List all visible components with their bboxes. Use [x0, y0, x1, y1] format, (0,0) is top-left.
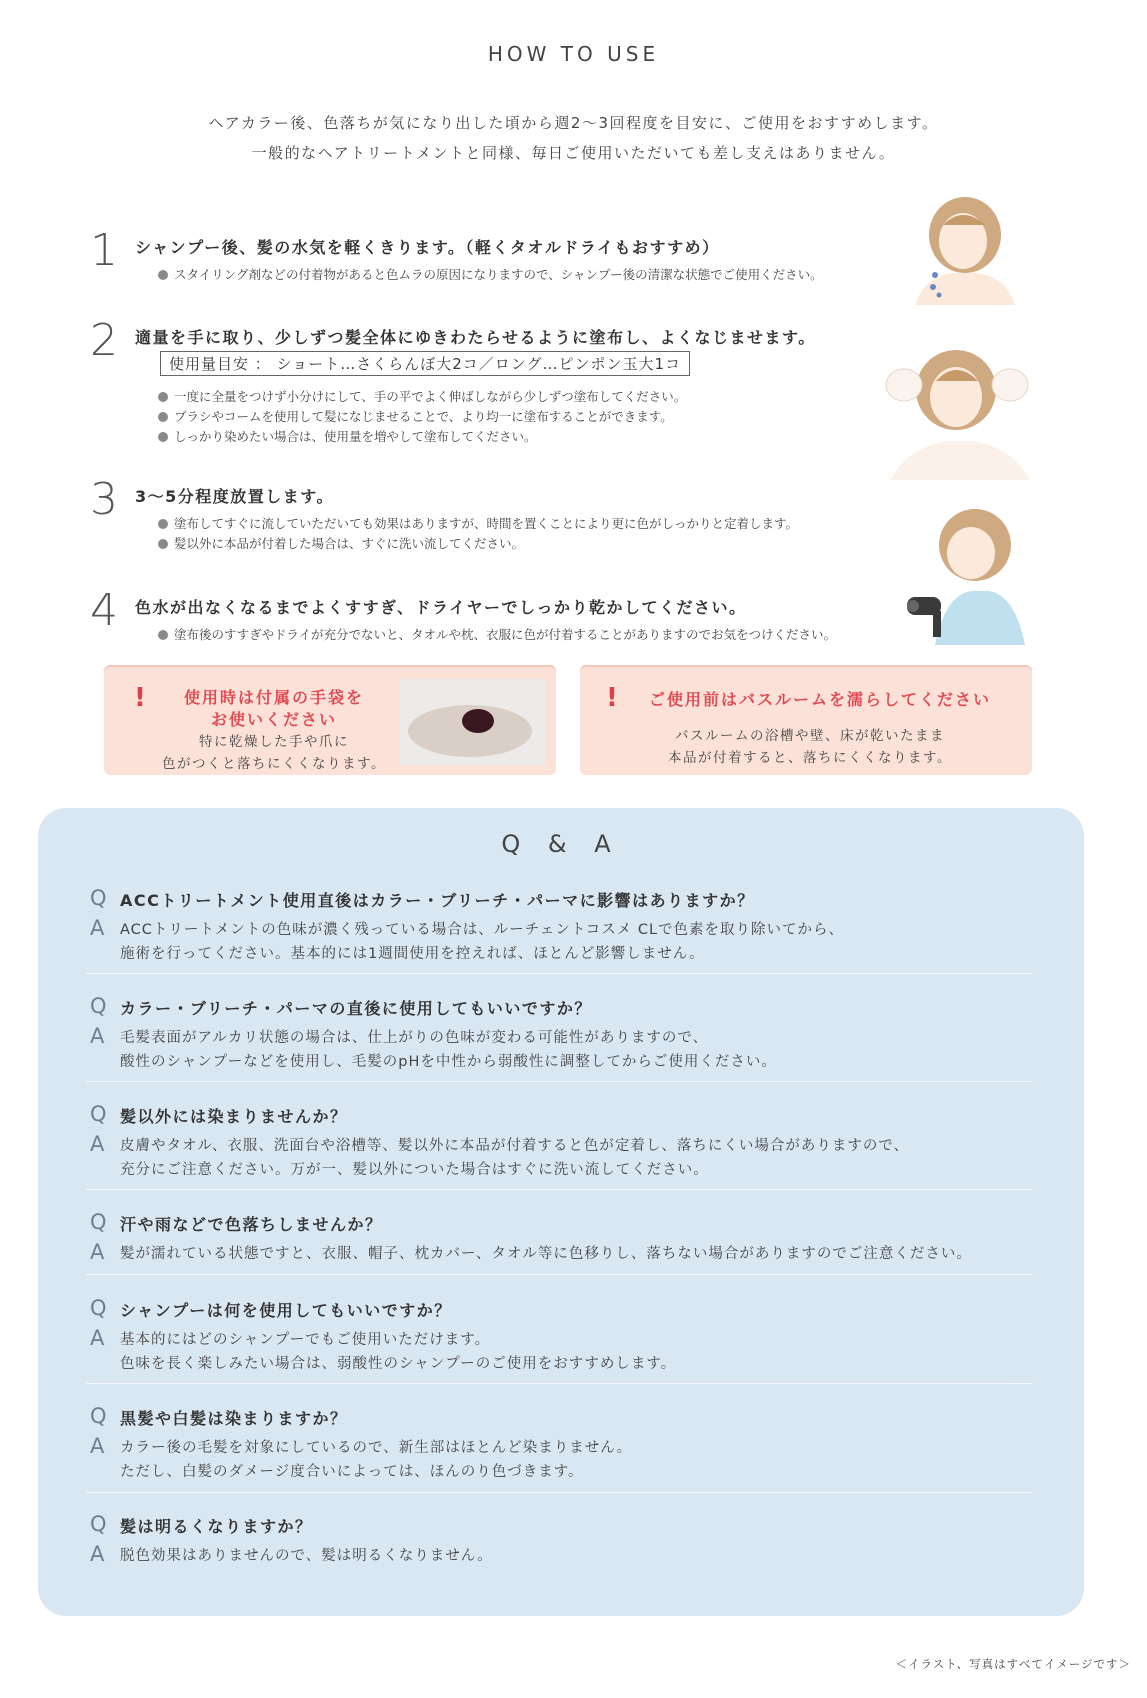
bullet-item: 一度に全量をつけず小分けにして、手の平でよく伸ばしながら少しずつ塗布してください。 — [158, 387, 686, 407]
a-mark: A — [90, 1024, 105, 1048]
step-number: 3 — [90, 474, 118, 525]
caution-body-line: 色がつくと落ちにくくなります。 — [162, 756, 386, 772]
answer-line: 脱色効果はありませんので、髪は明るくなりません。 — [120, 1548, 493, 1564]
step-number: 1 — [90, 225, 118, 276]
step-heading: シャンプー後、髪の水気を軽くきります。（軽くタオルドライもおすすめ） — [135, 238, 720, 257]
qa-item-1 — [90, 888, 1030, 966]
page-title: HOW TO USE — [487, 42, 660, 66]
q-mark: Q — [90, 1404, 107, 1428]
q-mark: Q — [90, 1296, 107, 1320]
bullet-item: 塗布後のすすぎやドライが充分でないと、タオルや枕、衣服に色が付着することがありますのでお気をつけください。 — [158, 625, 836, 645]
step-heading: 3～5分程度放置します。 — [135, 487, 334, 506]
answer — [90, 918, 1030, 966]
q-mark: Q — [90, 1210, 107, 1234]
question — [90, 888, 1030, 912]
qa-item-4 — [90, 1212, 1030, 1266]
intro-line: 一般的なヘアトリートメントと同様、毎日ご使用いただいても差し支えはありません。 — [251, 144, 896, 162]
step-bullets — [158, 514, 798, 554]
question — [90, 1104, 1030, 1128]
qa-item-2 — [90, 996, 1030, 1074]
answer-line: ただし、白髪のダメージ度合いによっては、ほんのり色づきます。 — [120, 1464, 584, 1480]
answer-line: 髪が濡れている状態ですと、衣服、帽子、枕カバー、タオル等に色移りし、落ちない場合がありますのでご注意ください。 — [120, 1246, 972, 1262]
answer-text — [120, 1544, 493, 1568]
woman-hair-dryer-illustration — [905, 505, 1035, 645]
exclamation-icon: ! — [606, 683, 618, 713]
answer-text — [120, 1328, 676, 1376]
caution-title-line: お使いください — [210, 710, 337, 729]
caution-title — [620, 689, 1020, 711]
intro-text — [0, 108, 1147, 168]
answer — [90, 1544, 1030, 1568]
a-mark: A — [90, 1434, 105, 1458]
answer-line: 酸性のシャンプーなどを使用し、毛髪のpHを中性から弱酸性に調整してからご使用ください。 — [120, 1054, 777, 1070]
answer — [90, 1134, 1030, 1182]
step-number: 4 — [90, 585, 118, 636]
question-text: シャンプーは何を使用してもいいですか？ — [120, 1301, 452, 1320]
usage-amount-note: 使用量目安 ： ショート…さくらんぼ大2コ／ロング…ピンポン玉大1コ — [160, 351, 690, 376]
bullet-item: 髪以外に本品が付着した場合は、すぐに洗い流してください。 — [158, 534, 798, 554]
gloved-hand-photo — [400, 679, 546, 765]
answer — [90, 1026, 1030, 1074]
step-bullets — [158, 265, 823, 285]
qa-item-6 — [90, 1406, 1030, 1484]
q-mark: Q — [90, 994, 107, 1018]
question-text: 黒髪や白髪は染まりますか？ — [120, 1409, 348, 1428]
intro-line: ヘアカラー後、色落ちが気になり出した頃から週2～3回程度を目安に、ご使用をおすすめします。 — [208, 114, 939, 132]
a-mark: A — [90, 1240, 105, 1264]
qa-divider — [86, 1274, 1032, 1275]
answer-text — [120, 1026, 777, 1074]
bullet-item: ブラシやコームを使用して髪になじませることで、より均一に塗布することができます。 — [158, 407, 686, 427]
question-text: 髪は明るくなりますか？ — [120, 1517, 313, 1536]
question-text: 髪以外には染まりませんか？ — [120, 1107, 348, 1126]
qa-divider — [86, 973, 1032, 974]
step-bullets — [158, 387, 686, 447]
question — [90, 1212, 1030, 1236]
bullet-item: 塗布してすぐに流していただいても効果はありますが、時間を置くことにより更に色がしっかりと定着します。 — [158, 514, 798, 534]
a-mark: A — [90, 1132, 105, 1156]
answer-line: 施術を行ってください。基本的には1週間使用を控えれば、ほとんど影響しません。 — [120, 946, 705, 962]
qa-divider — [86, 1081, 1032, 1082]
qa-item-5 — [90, 1298, 1030, 1376]
caution-body — [154, 731, 394, 775]
a-mark: A — [90, 1326, 105, 1350]
answer-line: ACCトリートメントの色味が濃く残っている場合は、ルーチェントコスメ CLで色素を取り除いてから、 — [120, 922, 845, 938]
bullet-item: しっかり染めたい場合は、使用量を増やして塗布してください。 — [158, 427, 686, 447]
question-text: ACCトリートメント使用直後はカラー・ブリーチ・パーマに影響はありますか？ — [120, 891, 755, 910]
answer-line: 充分にご注意ください。万が一、髪以外についた場合はすぐに洗い流してください。 — [120, 1162, 709, 1178]
caution-body-line: 特に乾燥した手や爪に — [199, 734, 349, 750]
answer — [90, 1242, 1030, 1266]
woman-applying-treatment-illustration — [870, 345, 1040, 480]
answer-text — [120, 1242, 972, 1266]
answer-line: 毛髪表面がアルカリ状態の場合は、仕上がりの色味が変わる可能性がありますので、 — [120, 1030, 709, 1046]
exclamation-icon: ! — [134, 683, 146, 713]
question-text: カラー・ブリーチ・パーマの直後に使用してもいいですか？ — [120, 999, 592, 1018]
qa-divider — [86, 1492, 1032, 1493]
q-mark: Q — [90, 886, 107, 910]
q-mark: Q — [90, 1512, 107, 1536]
a-mark: A — [90, 1542, 105, 1566]
caution-gloves — [104, 665, 556, 775]
caution-title — [154, 687, 394, 731]
bullet-item: スタイリング剤などの付着物があると色ムラの原因になりますので、シャンプー後の清潔な状態でご使用ください。 — [158, 265, 823, 285]
answer-text — [120, 1436, 632, 1484]
question — [90, 1298, 1030, 1322]
qa-section — [38, 808, 1084, 1616]
qa-divider — [86, 1383, 1032, 1384]
caution-wet-bathroom — [580, 665, 1032, 775]
qa-item-3 — [90, 1104, 1030, 1182]
image-disclaimer: ＜イラスト、写真はすべてイメージです＞ — [895, 1657, 1131, 1671]
woman-towel-dry-illustration — [905, 195, 1025, 305]
caution-title-line: 使用時は付属の手袋を — [183, 688, 364, 707]
answer — [90, 1436, 1030, 1484]
question — [90, 1406, 1030, 1430]
caution-title-line: ご使用前はバスルームを濡らしてください — [648, 690, 991, 709]
qa-divider — [86, 1189, 1032, 1190]
caution-body-line: バスルームの浴槽や壁、床が乾いたまま — [675, 728, 945, 744]
answer-line: 色味を長く楽しみたい場合は、弱酸性のシャンプーのご使用をおすすめします。 — [120, 1356, 677, 1372]
step-bullets — [158, 625, 836, 645]
q-mark: Q — [90, 1102, 107, 1126]
answer-line: 皮膚やタオル、衣服、洗面台や浴槽等、髪以外に本品が付着すると色が定着し、落ちにくい場合がありますので、 — [120, 1138, 910, 1154]
qa-item-7 — [90, 1514, 1030, 1568]
qa-title: Q & A — [501, 830, 621, 858]
step-heading: 適量を手に取り、少しずつ髪全体にゆきわたらせるように塗布し、よくなじませます。 — [135, 328, 816, 347]
caution-body-line: 本品が付着すると、落ちにくくなります。 — [668, 750, 952, 766]
caution-body — [600, 725, 1020, 769]
answer-line: 基本的にはどのシャンプーでもご使用いただけます。 — [120, 1332, 491, 1348]
step-number: 2 — [90, 315, 118, 366]
step-heading: 色水が出なくなるまでよくすすぎ、ドライヤーでしっかり乾かしてください。 — [135, 598, 747, 617]
answer-text — [120, 1134, 909, 1182]
question — [90, 1514, 1030, 1538]
question — [90, 996, 1030, 1020]
answer-line: カラー後の毛髪を対象にしているので、新生部はほとんど染まりません。 — [120, 1440, 633, 1456]
answer-text — [120, 918, 844, 966]
question-text: 汗や雨などで色落ちしませんか？ — [120, 1215, 383, 1234]
a-mark: A — [90, 916, 105, 940]
answer — [90, 1328, 1030, 1376]
